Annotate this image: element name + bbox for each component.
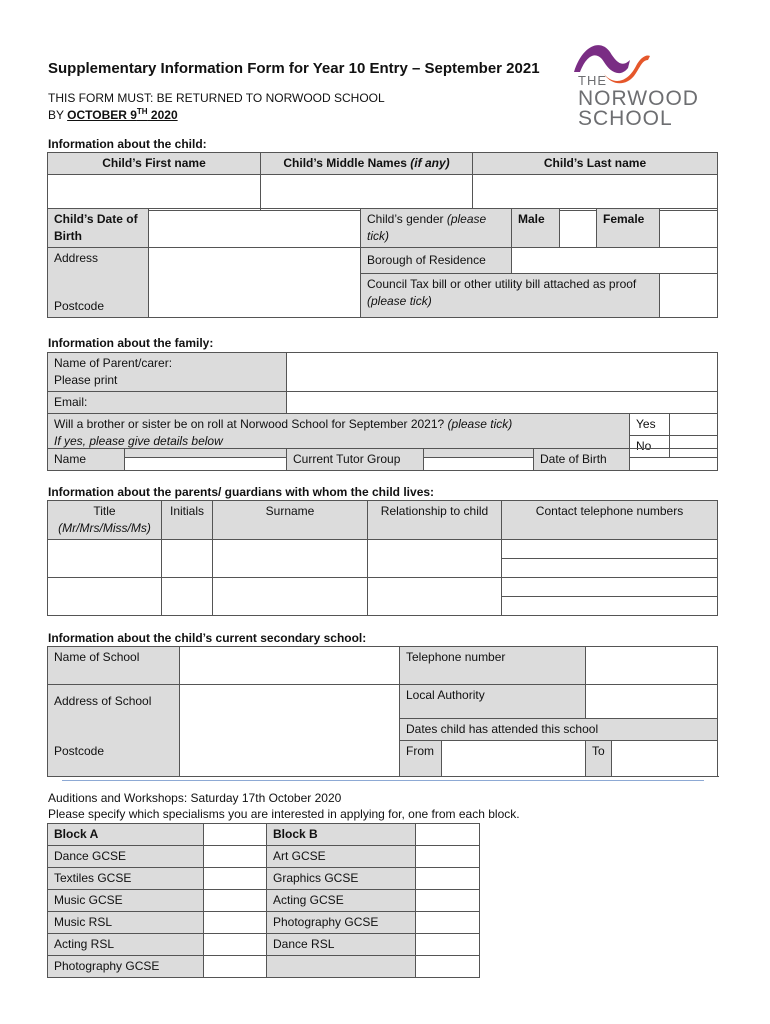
school-section-heading: Information about the child’s current secondary school: [48, 631, 367, 645]
block-b-tick-box[interactable] [416, 912, 480, 934]
school-postcode-text: Postcode [54, 744, 105, 758]
guardian-2-initials-field[interactable] [162, 578, 213, 616]
block-a-header-tick [204, 824, 267, 846]
guardian-1-phone-1-field[interactable] [502, 540, 718, 559]
parent-name-field[interactable] [287, 353, 718, 392]
block-a-header: Block A [48, 824, 204, 846]
child-section-heading: Information about the child: [48, 137, 207, 151]
school-name-label: Name of School [48, 647, 180, 685]
parent-name-text: Name of Parent/carer: [54, 356, 173, 370]
parent-name-label [48, 353, 287, 392]
local-authority-field[interactable] [586, 685, 718, 719]
sibling-dob-label: Date of Birth [534, 449, 630, 471]
child-names-table [47, 152, 718, 211]
school-name-field[interactable] [180, 647, 400, 685]
sibling-question-text: Will a brother or sister be on roll at Norwood School for September 2021? [54, 417, 445, 431]
middle-name-note: (if any) [410, 156, 450, 170]
sibling-details-table [47, 448, 718, 471]
middle-name-label [261, 153, 473, 175]
block-b-option [267, 956, 416, 978]
block-b-option: Graphics GCSE [267, 868, 416, 890]
borough-label: Borough of Residence [361, 248, 512, 274]
block-a-option: Music RSL [48, 912, 204, 934]
section-divider [62, 780, 704, 781]
telephone-field[interactable] [586, 647, 718, 685]
email-label: Email: [48, 392, 287, 414]
block-b-option: Acting GCSE [267, 890, 416, 912]
logo-line-2: NORWOOD [578, 87, 699, 110]
guardians-table [47, 500, 718, 616]
block-b-option: Art GCSE [267, 846, 416, 868]
block-a-tick-box[interactable] [204, 868, 267, 890]
deadline-date [67, 108, 178, 122]
address-label [48, 248, 149, 318]
guardian-1-relationship-field[interactable] [368, 540, 502, 578]
logo-line-3: SCHOOL [578, 107, 673, 130]
telephone-label: Telephone number [400, 647, 586, 685]
block-b-tick-box[interactable] [416, 934, 480, 956]
auditions-instruction: Please specify which specialisms you are interested in applying for, one from each block. [48, 807, 520, 821]
auditions-date-line: Auditions and Workshops: Saturday 17th October 2020 [48, 791, 342, 805]
local-authority-label: Local Authority [400, 685, 586, 719]
deadline-prefix: BY [48, 108, 68, 122]
return-instruction: THIS FORM MUST: BE RETURNED TO NORWOOD SCHOOL [48, 91, 385, 105]
guardian-2-surname-field[interactable] [213, 578, 368, 616]
school-address-field[interactable] [180, 685, 400, 777]
block-a-option: Dance GCSE [48, 846, 204, 868]
sibling-name-field[interactable] [125, 449, 287, 471]
email-field[interactable] [287, 392, 718, 414]
borough-field[interactable] [512, 248, 718, 274]
guardian-title-text: Title [93, 504, 116, 518]
block-b-tick-box[interactable] [416, 890, 480, 912]
last-name-field[interactable] [473, 175, 718, 211]
block-b-tick-box[interactable] [416, 868, 480, 890]
specialism-row [48, 912, 480, 934]
tutor-group-field[interactable] [424, 449, 534, 471]
council-tax-label [361, 274, 660, 318]
male-tick-box[interactable] [560, 209, 597, 248]
middle-name-field[interactable] [261, 175, 473, 211]
guardian-title-header [48, 501, 162, 540]
council-text: Council Tax bill or other utility bill attached as proof [367, 277, 637, 291]
to-label: To [586, 741, 612, 777]
female-tick-box[interactable] [660, 209, 718, 248]
block-b-option: Photography GCSE [267, 912, 416, 934]
child-details-table [47, 208, 718, 318]
family-section-heading: Information about the family: [48, 336, 214, 350]
block-a-tick-box[interactable] [204, 934, 267, 956]
block-b-option: Dance RSL [267, 934, 416, 956]
block-a-tick-box[interactable] [204, 912, 267, 934]
guardian-2-phone-2-field[interactable] [502, 597, 718, 616]
male-label: Male [512, 209, 560, 248]
block-a-option: Acting RSL [48, 934, 204, 956]
block-a-option: Textiles GCSE [48, 868, 204, 890]
sibling-name-label: Name [48, 449, 125, 471]
guardian-2-phone-1-field[interactable] [502, 578, 718, 597]
specialism-row [48, 956, 480, 978]
sibling-dob-field[interactable] [630, 449, 718, 471]
deadline-sup: TH [136, 107, 148, 116]
guardian-1-initials-field[interactable] [162, 540, 213, 578]
block-b-header: Block B [267, 824, 416, 846]
specialism-row [48, 890, 480, 912]
block-a-option: Photography GCSE [48, 956, 204, 978]
block-b-header-tick [416, 824, 480, 846]
block-b-tick-box[interactable] [416, 846, 480, 868]
first-name-field[interactable] [48, 175, 261, 211]
guardian-1-surname-field[interactable] [213, 540, 368, 578]
gender-note: (please tick) [367, 212, 487, 243]
guardian-2-relationship-field[interactable] [368, 578, 502, 616]
sibling-yes-tick-box[interactable] [670, 414, 718, 436]
specialism-row [48, 868, 480, 890]
gender-text: Child’s gender [367, 212, 444, 226]
last-name-label: Child’s Last name [473, 153, 718, 175]
guardian-1-title-field[interactable] [48, 540, 162, 578]
guardian-initials-header: Initials [162, 501, 213, 540]
school-table [47, 646, 718, 777]
address-field[interactable] [149, 248, 361, 318]
council-note: (please tick) [367, 294, 432, 308]
sibling-note: (please tick) [447, 417, 513, 431]
school-address-label [48, 685, 180, 777]
block-a-tick-box[interactable] [204, 956, 267, 978]
block-a-tick-box[interactable] [204, 890, 267, 912]
guardian-surname-header: Surname [213, 501, 368, 540]
middle-name-text: Child’s Middle Names [283, 156, 407, 170]
please-print-text: Please print [54, 373, 118, 387]
dob-field[interactable] [149, 209, 361, 248]
block-a-tick-box[interactable] [204, 846, 267, 868]
if-yes-text: If yes, please give details below [54, 434, 223, 448]
council-tax-tick-box[interactable] [660, 274, 718, 318]
to-field[interactable] [612, 741, 718, 777]
first-name-label: Child’s First name [48, 153, 261, 175]
from-label: From [400, 741, 442, 777]
school-address-text: Address of School [54, 694, 152, 708]
guardian-2-title-field[interactable] [48, 578, 162, 616]
gender-label [361, 209, 512, 248]
deadline-line [48, 107, 178, 122]
specialisms-table [47, 823, 480, 978]
guardian-relationship-header: Relationship to child [368, 501, 502, 540]
dates-attended-label: Dates child has attended this school [400, 719, 718, 741]
sibling-yes-label: Yes [630, 414, 670, 436]
guardians-section-heading: Information about the parents/ guardians with whom the child lives: [48, 485, 435, 499]
logo-line-1: THE [578, 73, 607, 88]
sibling-no-label: No [630, 436, 670, 458]
block-a-option: Music GCSE [48, 890, 204, 912]
norwood-logo [570, 38, 720, 130]
specialism-row [48, 934, 480, 956]
block-b-tick-box[interactable] [416, 956, 480, 978]
address-text: Address [54, 251, 99, 265]
specialism-row [48, 846, 480, 868]
guardian-title-note: (Mr/Mrs/Miss/Ms) [58, 521, 151, 535]
deadline-main: OCTOBER 9 [67, 108, 137, 122]
form-title: Supplementary Information Form for Year 10 Entry – September 2021 [48, 60, 540, 77]
female-label: Female [597, 209, 660, 248]
tutor-group-label: Current Tutor Group [287, 449, 424, 471]
family-table [47, 352, 718, 458]
deadline-year: 2020 [147, 108, 178, 122]
from-field[interactable] [442, 741, 586, 777]
guardian-1-phone-2-field[interactable] [502, 559, 718, 578]
postcode-text: Postcode [54, 299, 105, 313]
dob-label: Child’s Date of Birth [48, 209, 149, 248]
guardian-contact-header: Contact telephone numbers [502, 501, 718, 540]
